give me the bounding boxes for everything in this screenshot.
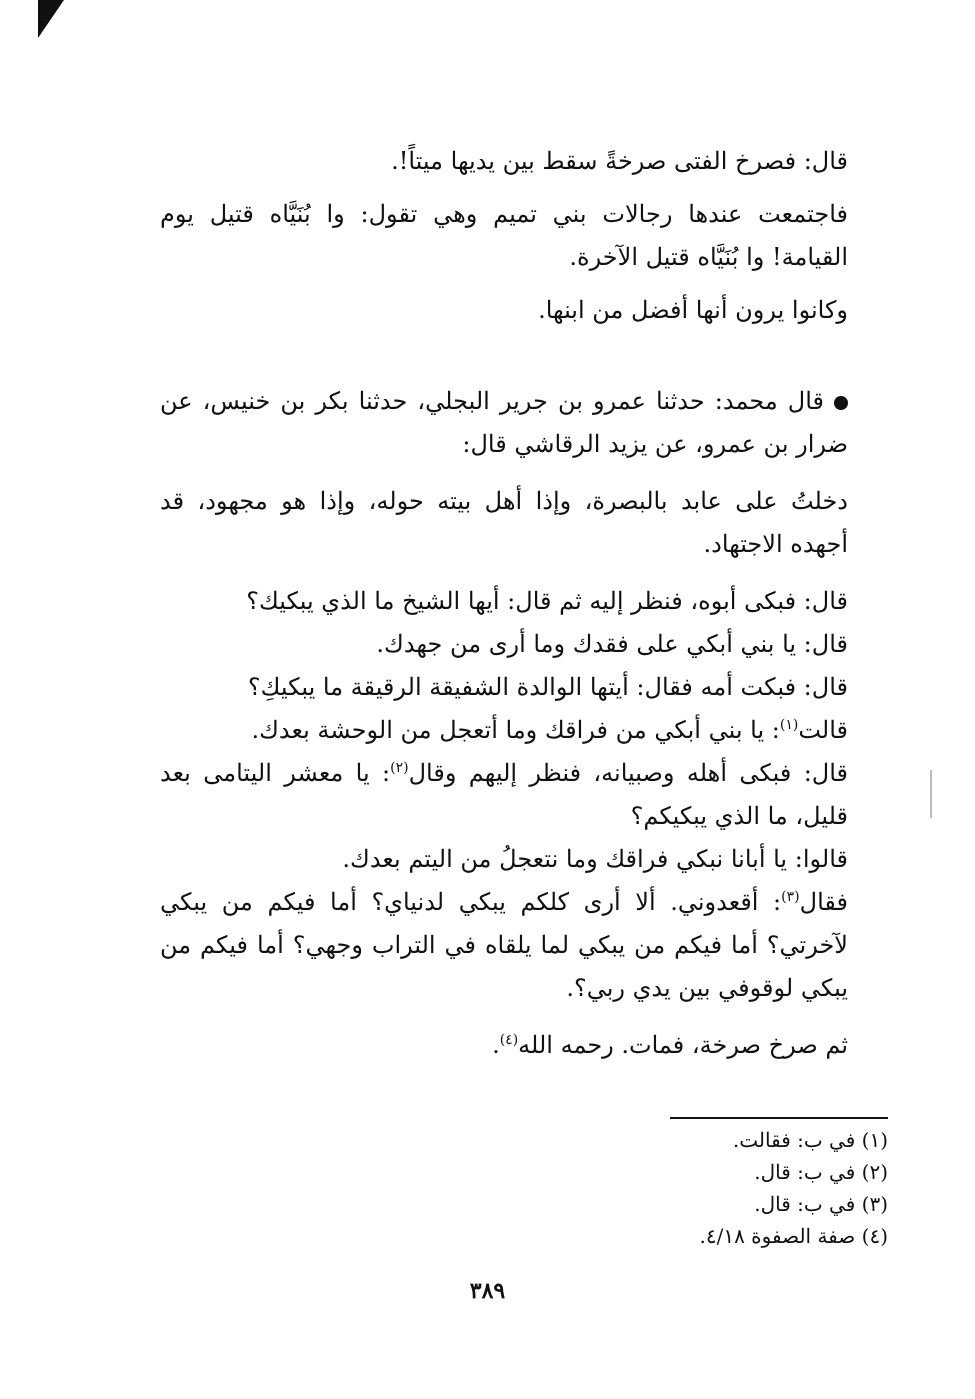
paragraph: دخلتُ على عابد بالبصرة، وإذا أهل بيته حوله، وإذا هو مجهود، قد أجهده الاجتهاد. bbox=[160, 487, 848, 558]
footnote-ref: (١) bbox=[779, 717, 799, 733]
paragraph: قالوا: يا أبانا نبكي فراقك وما نتعجلُ من اليتم بعدك. bbox=[342, 845, 848, 873]
paragraph bbox=[160, 881, 890, 1010]
scan-speck bbox=[930, 770, 932, 818]
paragraph: فاجتمعت عندها رجالات بني تميم وهي تقول: وا بُنَيَّاه قتيل يوم القيامة! وا بُنَيَّاه قتيل الآخرة. bbox=[160, 200, 848, 271]
paragraph-with-bullet bbox=[160, 380, 890, 466]
paragraph bbox=[160, 1024, 890, 1067]
paragraph-text: قال: فبكى أهله وصبيانه، فنظر إليهم وقال bbox=[408, 759, 849, 787]
footnote: (٤) صفة الصفوة ٤/١٨. bbox=[699, 1224, 888, 1248]
footnote-ref: (٢) bbox=[390, 760, 409, 776]
paragraph: قال: يا بني أبكي على فقدك وما أرى من جهدك. bbox=[376, 630, 848, 658]
page-body bbox=[160, 140, 890, 1067]
paragraph: وكانوا يرون أنها أفضل من ابنها. bbox=[538, 296, 848, 324]
corner-mark bbox=[38, 0, 64, 38]
footnote: (٢) في ب: قال. bbox=[754, 1160, 888, 1184]
footnote: (٣) في ب: قال. bbox=[754, 1192, 888, 1216]
paragraph: قال: فصرخ الفتى صرخةً سقط بين يديها ميتاً!. bbox=[391, 147, 848, 175]
footnote: (١) في ب: فقالت. bbox=[732, 1128, 888, 1152]
paragraph: قال: فبكت أمه فقال: أيتها الوالدة الشفيقة الرقيقة ما يبكيكِ؟ bbox=[247, 673, 848, 701]
paragraph-text: فقال bbox=[799, 888, 848, 916]
footnote-divider bbox=[670, 1117, 888, 1119]
paragraph-text: قالت bbox=[798, 716, 848, 744]
paragraph-text: : يا بني أبكي من فراقك وما أتعجل من الوحشة بعدك. bbox=[251, 716, 780, 744]
paragraph: قال: فبكى أبوه، فنظر إليه ثم قال: أيها الشيخ ما الذي يبكيك؟ bbox=[246, 587, 848, 615]
paragraph-text: : يا معشر اليتامى بعد قليل، ما الذي يبكيكم؟ bbox=[160, 759, 848, 830]
paragraph-text: . bbox=[492, 1031, 500, 1059]
bullet-icon bbox=[834, 396, 848, 410]
footnote-ref: (٤) bbox=[499, 1032, 519, 1048]
paragraph-text: قال محمد: حدثنا عمرو بن جرير البجلي، حدثنا بكر بن خنيس، عن ضرار بن عمرو، عن يزيد الرقاشي قال: bbox=[160, 387, 848, 458]
footnotes bbox=[488, 1124, 888, 1252]
paragraph bbox=[160, 752, 890, 838]
paragraph-text: ثم صرخ صرخة، فمات. رحمه الله bbox=[518, 1031, 848, 1059]
paragraph-text: : أقعدوني. ألا أرى كلكم يبكي لدنياي؟ أما فيكم من يبكي لآخرتي؟ أما فيكم من يبكي لما يلقاه في التراب وجهي؟ أما فيكم من يبكي لوقوفي بين يدي ربي؟. bbox=[160, 888, 848, 1002]
page-number: ٣٨٩ bbox=[469, 1278, 506, 1304]
footnote-ref: (٣) bbox=[781, 889, 800, 905]
paragraph bbox=[160, 709, 890, 752]
